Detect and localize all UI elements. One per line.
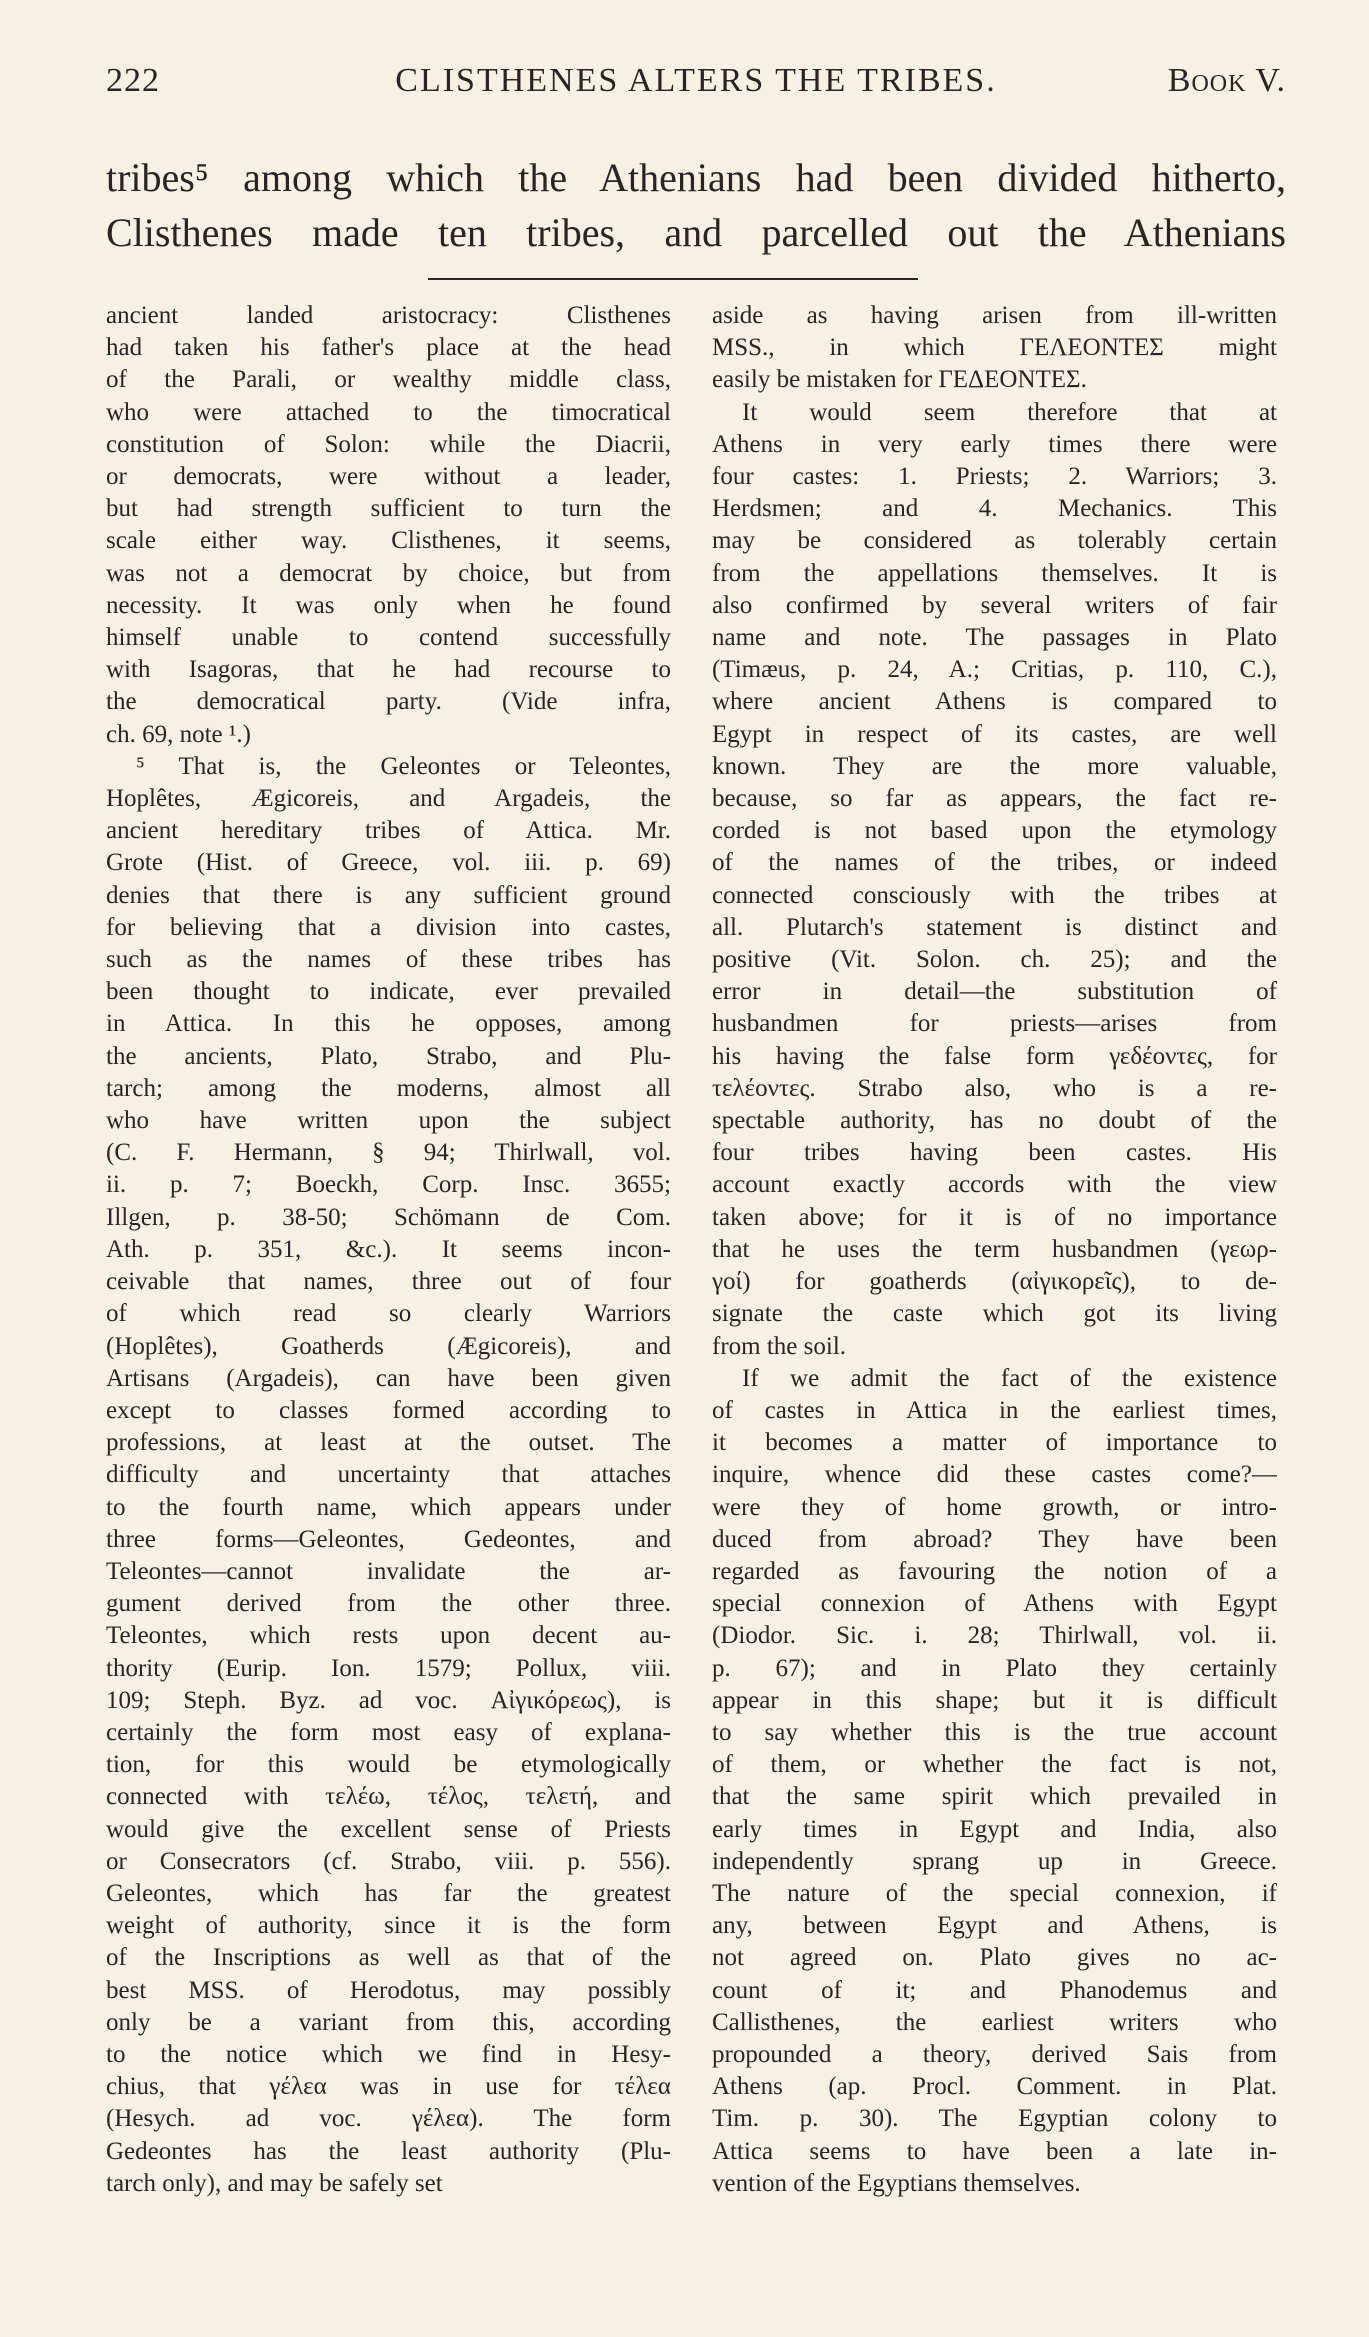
book-label: Book V. (1167, 62, 1286, 99)
footnote-line: Grote (Hist. of Greece, vol. iii. p. 69) (106, 849, 671, 877)
footnote-line: but had strength sufficient to turn the (106, 495, 671, 523)
footnote-line: of the Parali, or wealthy middle class, (106, 366, 671, 394)
main-text-line: Clisthenes made ten tribes, and parcelled out the Athenians (106, 210, 1286, 255)
footnote-line: Artisans (Argadeis), can have been given (106, 1364, 671, 1392)
footnote-line: all. Plutarch's statement is distinct and (712, 913, 1277, 941)
footnote-line: was not a democrat by choice, but from (106, 559, 671, 587)
footnote-line: The nature of the special connexion, if (712, 1879, 1277, 1907)
footnote-line: from the appellations themselves. It is (712, 559, 1277, 587)
footnote-line: of which read so clearly Warriors (106, 1300, 671, 1328)
footnote-line: where ancient Athens is compared to (712, 688, 1277, 716)
footnote-line: Callisthenes, the earliest writers who (712, 2008, 1277, 2036)
footnote-line: such as the names of these tribes has (106, 946, 671, 974)
footnote-line: Geleontes, which has far the greatest (106, 1879, 671, 1907)
footnote-line: only be a variant from this, according (106, 2008, 671, 2036)
footnote-line: of castes in Attica in the earliest times, (712, 1396, 1277, 1424)
footnote-line: husbandmen for priests—arises from (712, 1010, 1277, 1038)
footnote-line: independently sprang up in Greece. (712, 1847, 1277, 1875)
footnote-line: or democrats, were without a leader, (106, 463, 671, 491)
footnote-line: weight of authority, since it is the form (106, 1912, 671, 1940)
footnote-line: (C. F. Hermann, § 94; Thirlwall, vol. (106, 1139, 671, 1167)
footnote-line: with Isagoras, that he had recourse to (106, 656, 671, 684)
footnote-line: Tim. p. 30). The Egyptian colony to (712, 2105, 1277, 2133)
footnote-line: taken above; for it is of no importance (712, 1203, 1277, 1231)
footnote-line: ii. p. 7; Boeckh, Corp. Insc. 3655; (106, 1171, 671, 1199)
footnote-line: ceivable that names, three out of four (106, 1268, 671, 1296)
footnote-line: (Hesych. ad voc. γέλεα). The form (106, 2105, 671, 2133)
footnote-line: that he uses the term husbandmen (γεωρ- (712, 1235, 1277, 1263)
footnote-line: were they of home growth, or intro- (712, 1493, 1277, 1521)
footnote-line: himself unable to contend successfully (106, 624, 671, 652)
footnote-line: necessity. It was only when he found (106, 591, 671, 619)
footnote-line: Illgen, p. 38-50; Schömann de Com. (106, 1203, 671, 1231)
footnote-line: positive (Vit. Solon. ch. 25); and the (712, 946, 1277, 974)
footnote-line: not agreed on. Plato gives no ac- (712, 1944, 1277, 1972)
footnote-line: (Timæus, p. 24, A.; Critias, p. 110, C.), (712, 656, 1277, 684)
footnote-line: MSS., in which ΓΕΛΕΟΝΤΕΣ might (712, 334, 1277, 362)
footnote-line: appear in this shape; but it is difficult (712, 1686, 1277, 1714)
footnote-line: four castes: 1. Priests; 2. Warriors; 3. (712, 463, 1277, 491)
footnote-line: Hoplêtes, Ægicoreis, and Argadeis, the (106, 785, 671, 813)
footnote-line: signate the caste which got its living (712, 1300, 1277, 1328)
footnote-line: who were attached to the timocratical (106, 398, 671, 426)
footnote-line: because, so far as appears, the fact re- (712, 785, 1277, 813)
footnote-line: it becomes a matter of importance to (712, 1429, 1277, 1457)
footnote-line: Herdsmen; and 4. Mechanics. This (712, 495, 1277, 523)
footnote-line: inquire, whence did these castes come?— (712, 1461, 1277, 1489)
footnote-line: aside as having arisen from ill-written (712, 302, 1277, 329)
footnote-line: to the fourth name, which appears under (106, 1493, 671, 1521)
footnote-line: special connexion of Athens with Egypt (712, 1590, 1277, 1618)
footnote-line: easily be mistaken for ΓΕΔΕΟΝΤΕΣ. (712, 366, 1087, 394)
footnote-line: spectable authority, has no doubt of the (712, 1107, 1277, 1135)
footnote-line: except to classes formed according to (106, 1396, 671, 1424)
footnote-line: Teleontes—cannot invalidate the ar- (106, 1557, 671, 1585)
footnote-line: best MSS. of Herodotus, may possibly (106, 1976, 671, 2004)
footnote-line: duced from abroad? They have been (712, 1525, 1277, 1553)
footnote-line: any, between Egypt and Athens, is (712, 1912, 1277, 1940)
footnote-line: ancient hereditary tribes of Attica. Mr. (106, 817, 671, 845)
footnote-line: of them, or whether the fact is not, (712, 1751, 1277, 1779)
footnote-column-right (712, 300, 1277, 2200)
footnote-line: tarch only), and may be safely set (106, 2169, 443, 2197)
footnote-line: from the soil. (712, 1332, 847, 1360)
footnote-line: ancient landed aristocracy: Clisthenes (106, 302, 671, 329)
footnote-line: propounded a theory, derived Sais from (712, 2040, 1277, 2068)
footnote-column-left (106, 300, 671, 2200)
footnote-line: Ath. p. 351, &c.). It seems incon- (106, 1235, 671, 1263)
footnote-line: It would seem therefore that at (742, 398, 1277, 426)
footnote-line: (Diodor. Sic. i. 28; Thirlwall, vol. ii. (712, 1622, 1277, 1650)
footnote-line: would give the excellent sense of Priests (106, 1815, 671, 1843)
footnote-line: had taken his father's place at the head (106, 334, 671, 362)
footnote-line: three forms—Geleontes, Gedeontes, and (106, 1525, 671, 1553)
footnote-line: ⁵ That is, the Geleontes or Teleontes, (136, 752, 671, 780)
footnote-line: four tribes having been castes. His (712, 1139, 1277, 1167)
footnote-line: count of it; and Phanodemus and (712, 1976, 1277, 2004)
footnote-line: known. They are the more valuable, (712, 752, 1277, 780)
footnote-line: ch. 69, note ¹.) (106, 720, 251, 748)
footnote-line: to the notice which we find in Hesy- (106, 2040, 671, 2068)
footnote-line: may be considered as tolerably certain (712, 527, 1277, 555)
footnote-line: who have written upon the subject (106, 1107, 671, 1135)
footnote-line: chius, that γέλεα was in use for τέλεα (106, 2073, 671, 2101)
footnote-line: (Hoplêtes), Goatherds (Ægicoreis), and (106, 1332, 671, 1360)
footnote-line: his having the false form γεδέοντες, for (712, 1042, 1277, 1070)
footnote-line: of the names of the tribes, or indeed (712, 849, 1277, 877)
footnote-line: professions, at least at the outset. The (106, 1429, 671, 1457)
footnote-line: corded is not based upon the etymology (712, 817, 1277, 845)
footnote-line: τελέοντες. Strabo also, who is a re- (712, 1074, 1277, 1102)
footnote-line: tarch; among the moderns, almost all (106, 1074, 671, 1102)
footnote-line: account exactly accords with the view (712, 1171, 1277, 1199)
footnote-line: γοί) for goatherds (αἰγικορεῖς), to de- (712, 1268, 1277, 1296)
footnote-line: gument derived from the other three. (106, 1590, 671, 1618)
running-head-title: CLISTHENES ALTERS THE TRIBES. (395, 62, 997, 99)
footnote-line: denies that there is any sufficient ground (106, 881, 671, 909)
footnote-line: that the same spirit which prevailed in (712, 1783, 1277, 1811)
footnote-line: in Attica. In this he opposes, among (106, 1010, 671, 1038)
footnote-line: Athens in very early times there were (712, 430, 1277, 458)
footnote-line: tion, for this would be etymologically (106, 1751, 671, 1779)
footnote-line: to say whether this is the true account (712, 1718, 1277, 1746)
running-head (106, 62, 1286, 102)
footnote-line: regarded as favouring the notion of a (712, 1557, 1277, 1585)
footnote-line: error in detail—the substitution of (712, 978, 1277, 1006)
footnote-line: Athens (ap. Procl. Comment. in Plat. (712, 2073, 1277, 2101)
footnote-line: Attica seems to have been a late in- (712, 2137, 1277, 2165)
footnote-line: connected consciously with the tribes at (712, 881, 1277, 909)
footnote-line: also confirmed by several writers of fair (712, 591, 1277, 619)
footnote-line: scale either way. Clisthenes, it seems, (106, 527, 671, 555)
footnote-line: constitution of Solon: while the Diacrii, (106, 430, 671, 458)
footnote-line: been thought to indicate, ever prevailed (106, 978, 671, 1006)
section-divider (428, 278, 918, 280)
footnote-line: the democratical party. (Vide infra, (106, 688, 671, 716)
footnote-line: vention of the Egyptians themselves. (712, 2169, 1081, 2197)
main-text-line: tribes⁵ among which the Athenians had been divided hitherto, (106, 155, 1286, 200)
footnote-line: If we admit the fact of the existence (742, 1364, 1277, 1392)
footnote-line: the ancients, Plato, Strabo, and Plu- (106, 1042, 671, 1070)
footnote-line: for believing that a division into castes, (106, 913, 671, 941)
footnote-line: early times in Egypt and India, also (712, 1815, 1277, 1843)
footnote-line: difficulty and uncertainty that attaches (106, 1461, 671, 1489)
footnote-line: Teleontes, which rests upon decent au- (106, 1622, 671, 1650)
footnote-line: of the Inscriptions as well as that of the (106, 1944, 671, 1972)
footnote-line: Gedeontes has the least authority (Plu- (106, 2137, 671, 2165)
footnote-line: p. 67); and in Plato they certainly (712, 1654, 1277, 1682)
footnote-line: Egypt in respect of its castes, are well (712, 720, 1277, 748)
footnote-line: certainly the form most easy of explana- (106, 1718, 671, 1746)
main-text (106, 150, 1286, 260)
page-number: 222 (106, 62, 160, 99)
footnote-line: or Consecrators (cf. Strabo, viii. p. 556). (106, 1847, 671, 1875)
footnote-line: name and note. The passages in Plato (712, 624, 1277, 652)
footnote-line: thority (Eurip. Ion. 1579; Pollux, viii. (106, 1654, 671, 1682)
footnote-line: connected with τελέω, τέλος, τελετή, and (106, 1783, 671, 1811)
footnote-line: 109; Steph. Byz. ad voc. Αἰγικόρεως), is (106, 1686, 671, 1714)
